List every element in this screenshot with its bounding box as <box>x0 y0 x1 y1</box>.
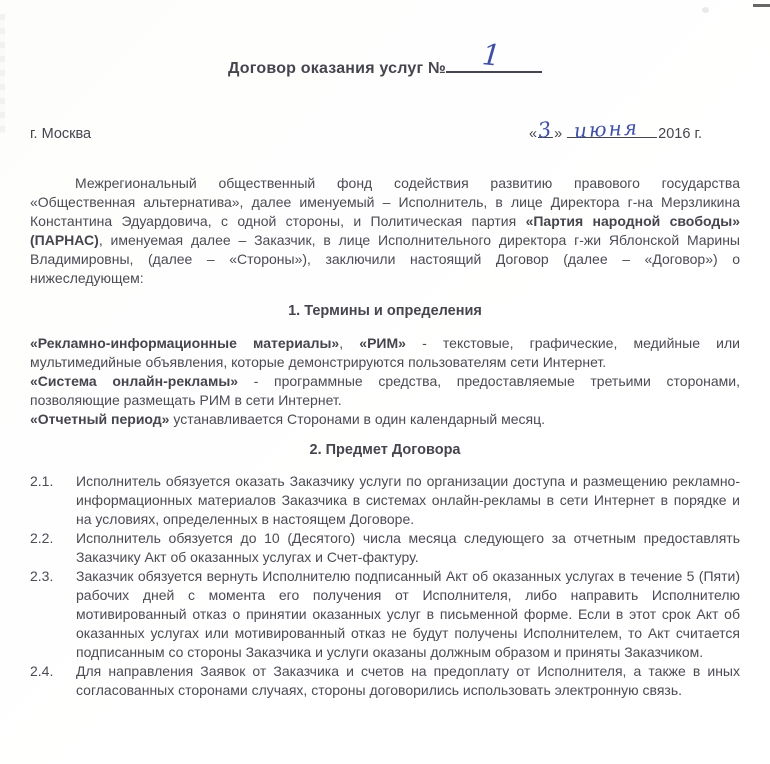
contract-clause <box>30 662 740 700</box>
term-definition <box>30 334 740 372</box>
handwritten-month: июня <box>573 115 640 143</box>
year-label: 2016 г. <box>658 126 702 142</box>
clause-text: Исполнитель обязуется до 10 (Десятого) числа месяца следующего за отчетным предоставлять Заказчику Акт об оказанных услугах и Счет-фактуру. <box>76 530 740 565</box>
contract-clauses-list <box>30 472 740 700</box>
scan-artifact-left-edge <box>0 14 5 134</box>
clause-text: Для направления Заявок от Заказчика и счетов на предоплату от Исполнителя, а также в иных согласованных сторонами случаях, стороны договорились использовать электронную связь. <box>76 663 740 698</box>
city-date-row <box>30 115 740 143</box>
bold-text-segment: «Рекламно-информационные материалы» <box>30 335 340 351</box>
contract-clause <box>30 567 740 662</box>
clause-text: Исполнитель обязуется оказать Заказчику услуги по организации доступа и размещению рекламно-информационных материалов Заказчика в системах онлайн-рекламы в сети Интернет в порядке и на условиях, определенных в настоящем Договоре. <box>76 473 740 527</box>
contract-clause <box>30 529 740 567</box>
date-line <box>529 115 702 143</box>
city-label: г. Москва <box>30 126 92 142</box>
terms-definitions-list <box>30 334 740 429</box>
text-segment: - текстовые, графические, медийные или мультимедийные объявления, которые демонстрируются пользователям сети Интернет. <box>30 335 740 370</box>
document-title: Договор оказания услуг № <box>227 60 446 77</box>
text-segment: Межрегиональный общественный фонд содействия развитию правового государства «Общественная альтернатива», далее именуемый – Исполнитель, в лице Директора г-на Мерзликина Константина Эдуардовича, с одной стороны, и Политическая партия <box>30 175 740 229</box>
clause-text: Заказчик обязуется вернуть Исполнителю подписанный Акт об оказанных услугах в течение 5 (Пяти) рабочих дней с момента его получения от Исполнителя, либо направить Исполнителю мотивированный отказ о принятии оказанных услуг в письменной форме. Если в этот срок Акт об оказанных услугах или мотивированный отказ не будут получены Исполнителем, то Акт считается подписанным со стороны Заказчика и услуги оказаны должным образом и приняты Заказчиком. <box>76 568 740 660</box>
contract-clause <box>30 472 740 529</box>
section-1-heading: 1. Термины и определения <box>288 303 482 319</box>
term-definition <box>30 372 740 410</box>
open-quote: « <box>529 126 538 142</box>
text-segment: , именуемая далее – Заказчик, в лице Исполнительного директора г-жи Яблонской Марины Владимировны, (далее – «Стороны»), заключили настоящий Договор (далее – «Договор») о нижеследующем: <box>30 232 740 286</box>
month-blank-line <box>567 115 657 143</box>
term-definition <box>30 410 740 429</box>
text-segment: , <box>339 335 360 351</box>
clause-number: 2.2. <box>30 530 54 546</box>
bold-text-segment: «Партия народной свободы» (ПАРНАС) <box>30 213 740 248</box>
clause-number: 2.4. <box>30 663 54 679</box>
section-2-heading: 2. Предмет Договора <box>309 442 461 458</box>
clause-number: 2.3. <box>30 568 54 584</box>
clause-number: 2.1. <box>30 473 54 489</box>
handwritten-day: 3 <box>536 117 553 143</box>
intro-paragraph <box>30 174 740 288</box>
bold-text-segment: «РИМ» <box>359 335 406 351</box>
text-segment: устанавливается Сторонами в один календарный месяц. <box>169 411 546 427</box>
scan-artifact-corner <box>753 4 770 7</box>
close-quote: » <box>554 126 563 142</box>
bold-text-segment: «Система онлайн-рекламы» <box>30 373 239 389</box>
contract-number-blank-line <box>446 37 542 73</box>
text-segment: - программные средства, предоставляемые третьими сторонами, позволяющие размещать РИМ в сети Интернет. <box>30 373 740 408</box>
document-title-row <box>30 0 740 78</box>
bold-text-segment: «Отчетный период» <box>30 411 170 427</box>
day-blank-line <box>536 117 553 143</box>
handwritten-contract-number: 1 <box>480 37 503 73</box>
